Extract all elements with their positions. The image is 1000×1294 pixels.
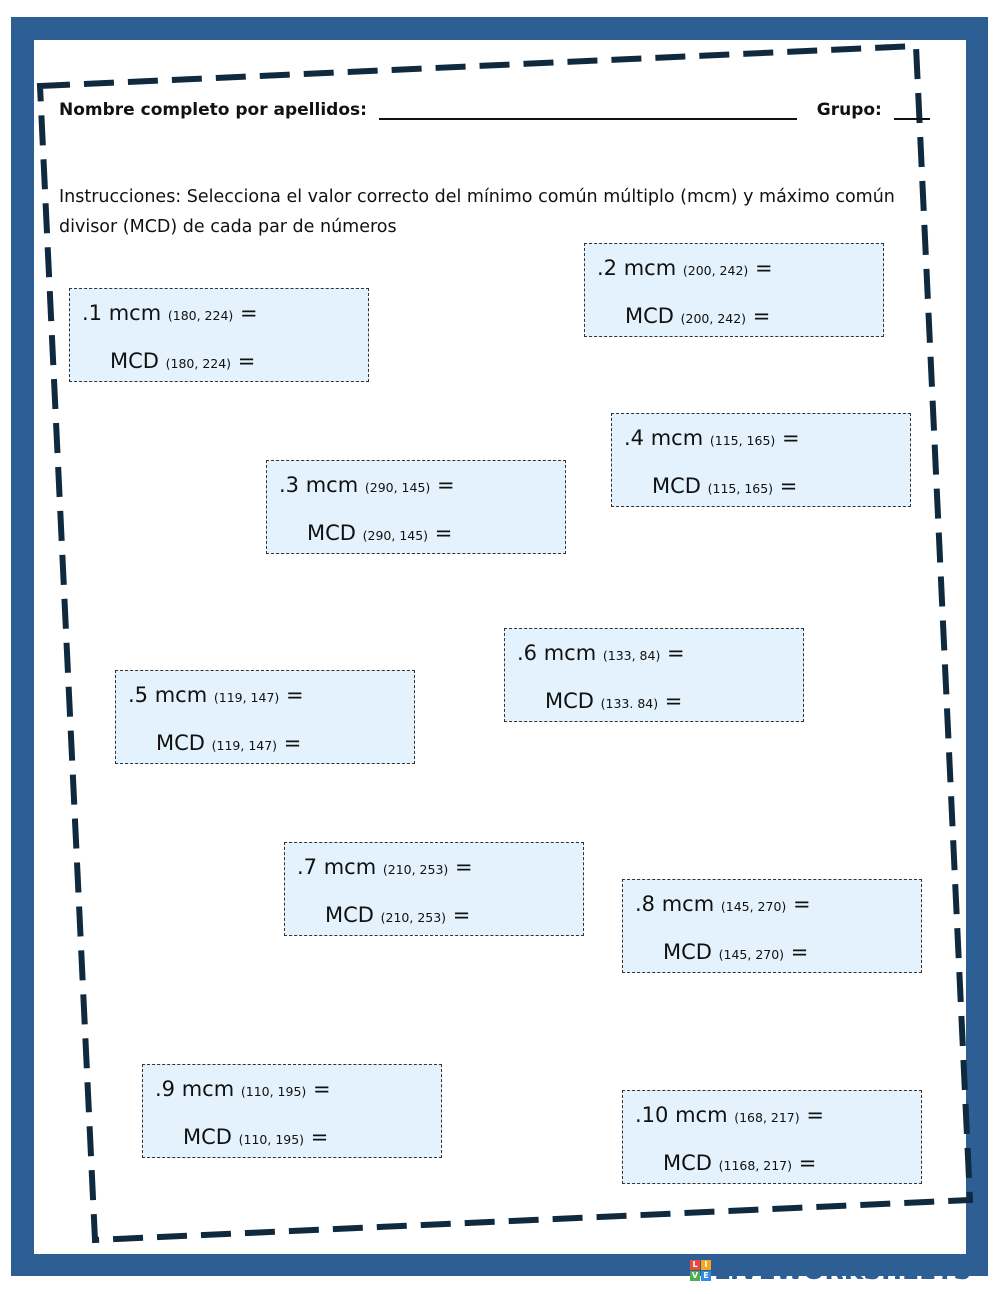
mcm-label: .3 mcm — [279, 473, 359, 497]
logo-letter: I — [701, 1260, 711, 1270]
mcm-numbers: (290, 145) — [364, 480, 431, 495]
problem-box-8 — [622, 879, 922, 973]
mcd-numbers: (200, 242) — [680, 311, 747, 326]
mcd-label: MCD — [663, 1151, 712, 1175]
problem-box-3 — [266, 460, 566, 554]
mcm-numbers: (145, 270) — [720, 899, 787, 914]
group-blank — [894, 100, 930, 120]
logo-letter: V — [691, 1270, 699, 1280]
equals-sign: = — [798, 1151, 817, 1175]
mcm-label: .8 mcm — [635, 892, 715, 916]
mcd-line — [307, 521, 452, 545]
logo-letter: L — [690, 1260, 700, 1270]
name-label: Nombre completo por apellidos: — [59, 100, 367, 120]
mcd-line — [663, 1151, 816, 1175]
mcd-numbers: (1168, 217) — [718, 1158, 793, 1173]
mcd-label: MCD — [183, 1125, 232, 1149]
mcm-label: .10 mcm — [635, 1103, 728, 1127]
mcm-label: .2 mcm — [597, 256, 677, 280]
equals-sign: = — [285, 683, 304, 707]
mcm-label: .6 mcm — [517, 641, 597, 665]
equals-sign: = — [752, 304, 771, 328]
equals-sign: = — [436, 473, 455, 497]
mcd-numbers: (210, 253) — [380, 910, 447, 925]
equals-sign: = — [806, 1103, 824, 1127]
mcd-line — [663, 940, 808, 964]
mcd-label: MCD — [156, 731, 205, 755]
equals-sign: = — [454, 855, 473, 879]
mcd-line — [156, 731, 301, 755]
liveworksheets-logo — [690, 1255, 971, 1285]
mcd-label: MCD — [110, 349, 159, 373]
mcd-numbers: (145, 270) — [718, 947, 785, 962]
mcm-line — [635, 1103, 824, 1127]
problem-box-10 — [622, 1090, 922, 1184]
mcm-label: .4 mcm — [624, 426, 704, 450]
equals-sign: = — [790, 940, 809, 964]
mcm-numbers: (210, 253) — [382, 862, 449, 877]
mcm-line — [82, 301, 258, 325]
equals-sign: = — [779, 474, 798, 498]
equals-sign: = — [664, 689, 683, 713]
mcd-line — [625, 304, 770, 328]
problem-box-9 — [142, 1064, 442, 1158]
problem-box-6 — [504, 628, 804, 722]
mcm-numbers: (119, 147) — [213, 690, 280, 705]
equals-sign: = — [283, 731, 302, 755]
mcm-label: .1 mcm — [82, 301, 162, 325]
mcd-line — [325, 903, 470, 927]
mcm-numbers: (115, 165) — [709, 433, 776, 448]
equals-sign: = — [434, 521, 453, 545]
mcm-label: .7 mcm — [297, 855, 377, 879]
logo-text: LIVEWORKSHEETS — [714, 1255, 972, 1285]
equals-sign: = — [237, 349, 256, 373]
mcd-label: MCD — [652, 474, 701, 498]
problem-box-2 — [584, 243, 884, 337]
mcd-numbers: (290, 145) — [362, 528, 429, 543]
mcm-line — [635, 892, 811, 916]
logo-grid-icon — [690, 1260, 711, 1281]
mcm-numbers: (133, 84) — [602, 648, 661, 663]
equals-sign: = — [667, 641, 685, 665]
mcd-label: MCD — [663, 940, 712, 964]
mcm-line — [279, 473, 455, 497]
header-line — [59, 100, 919, 120]
mcm-label: .5 mcm — [128, 683, 208, 707]
problem-box-7 — [284, 842, 584, 936]
mcm-line — [128, 683, 304, 707]
mcm-line — [517, 641, 685, 665]
name-blank — [379, 100, 797, 120]
problem-box-4 — [611, 413, 911, 507]
problem-box-5 — [115, 670, 415, 764]
mcm-numbers: (180, 224) — [167, 308, 234, 323]
mcm-numbers: (200, 242) — [682, 263, 749, 278]
mcd-label: MCD — [325, 903, 374, 927]
equals-sign: = — [312, 1077, 331, 1101]
mcm-numbers: (110, 195) — [240, 1084, 307, 1099]
mcd-numbers: (110, 195) — [238, 1132, 305, 1147]
equals-sign: = — [452, 903, 471, 927]
mcd-label: MCD — [625, 304, 674, 328]
mcd-numbers: (119, 147) — [211, 738, 278, 753]
mcm-numbers: (168, 217) — [734, 1110, 800, 1125]
mcd-line — [652, 474, 797, 498]
mcd-label: MCD — [545, 689, 594, 713]
mcd-line — [110, 349, 255, 373]
mcd-numbers: (133. 84) — [600, 696, 659, 711]
mcm-line — [597, 256, 773, 280]
equals-sign: = — [792, 892, 811, 916]
mcm-label: .9 mcm — [155, 1077, 235, 1101]
mcd-label: MCD — [307, 521, 356, 545]
equals-sign: = — [781, 426, 800, 450]
mcd-line — [183, 1125, 328, 1149]
mcm-line — [624, 426, 800, 450]
problem-box-1 — [69, 288, 369, 382]
mcm-line — [297, 855, 473, 879]
mcd-numbers: (180, 224) — [165, 356, 232, 371]
instructions-text: Instrucciones: Selecciona el valor correcto del mínimo común múltiplo (mcm) y máximo común divisor (MCD) de cada par de números — [59, 187, 895, 237]
equals-sign: = — [310, 1125, 329, 1149]
mcd-numbers: (115, 165) — [707, 481, 774, 496]
mcd-line — [545, 689, 682, 713]
logo-letter: E — [701, 1271, 711, 1281]
mcm-line — [155, 1077, 331, 1101]
group-label: Grupo: — [816, 100, 882, 120]
equals-sign: = — [754, 256, 773, 280]
equals-sign: = — [239, 301, 258, 325]
